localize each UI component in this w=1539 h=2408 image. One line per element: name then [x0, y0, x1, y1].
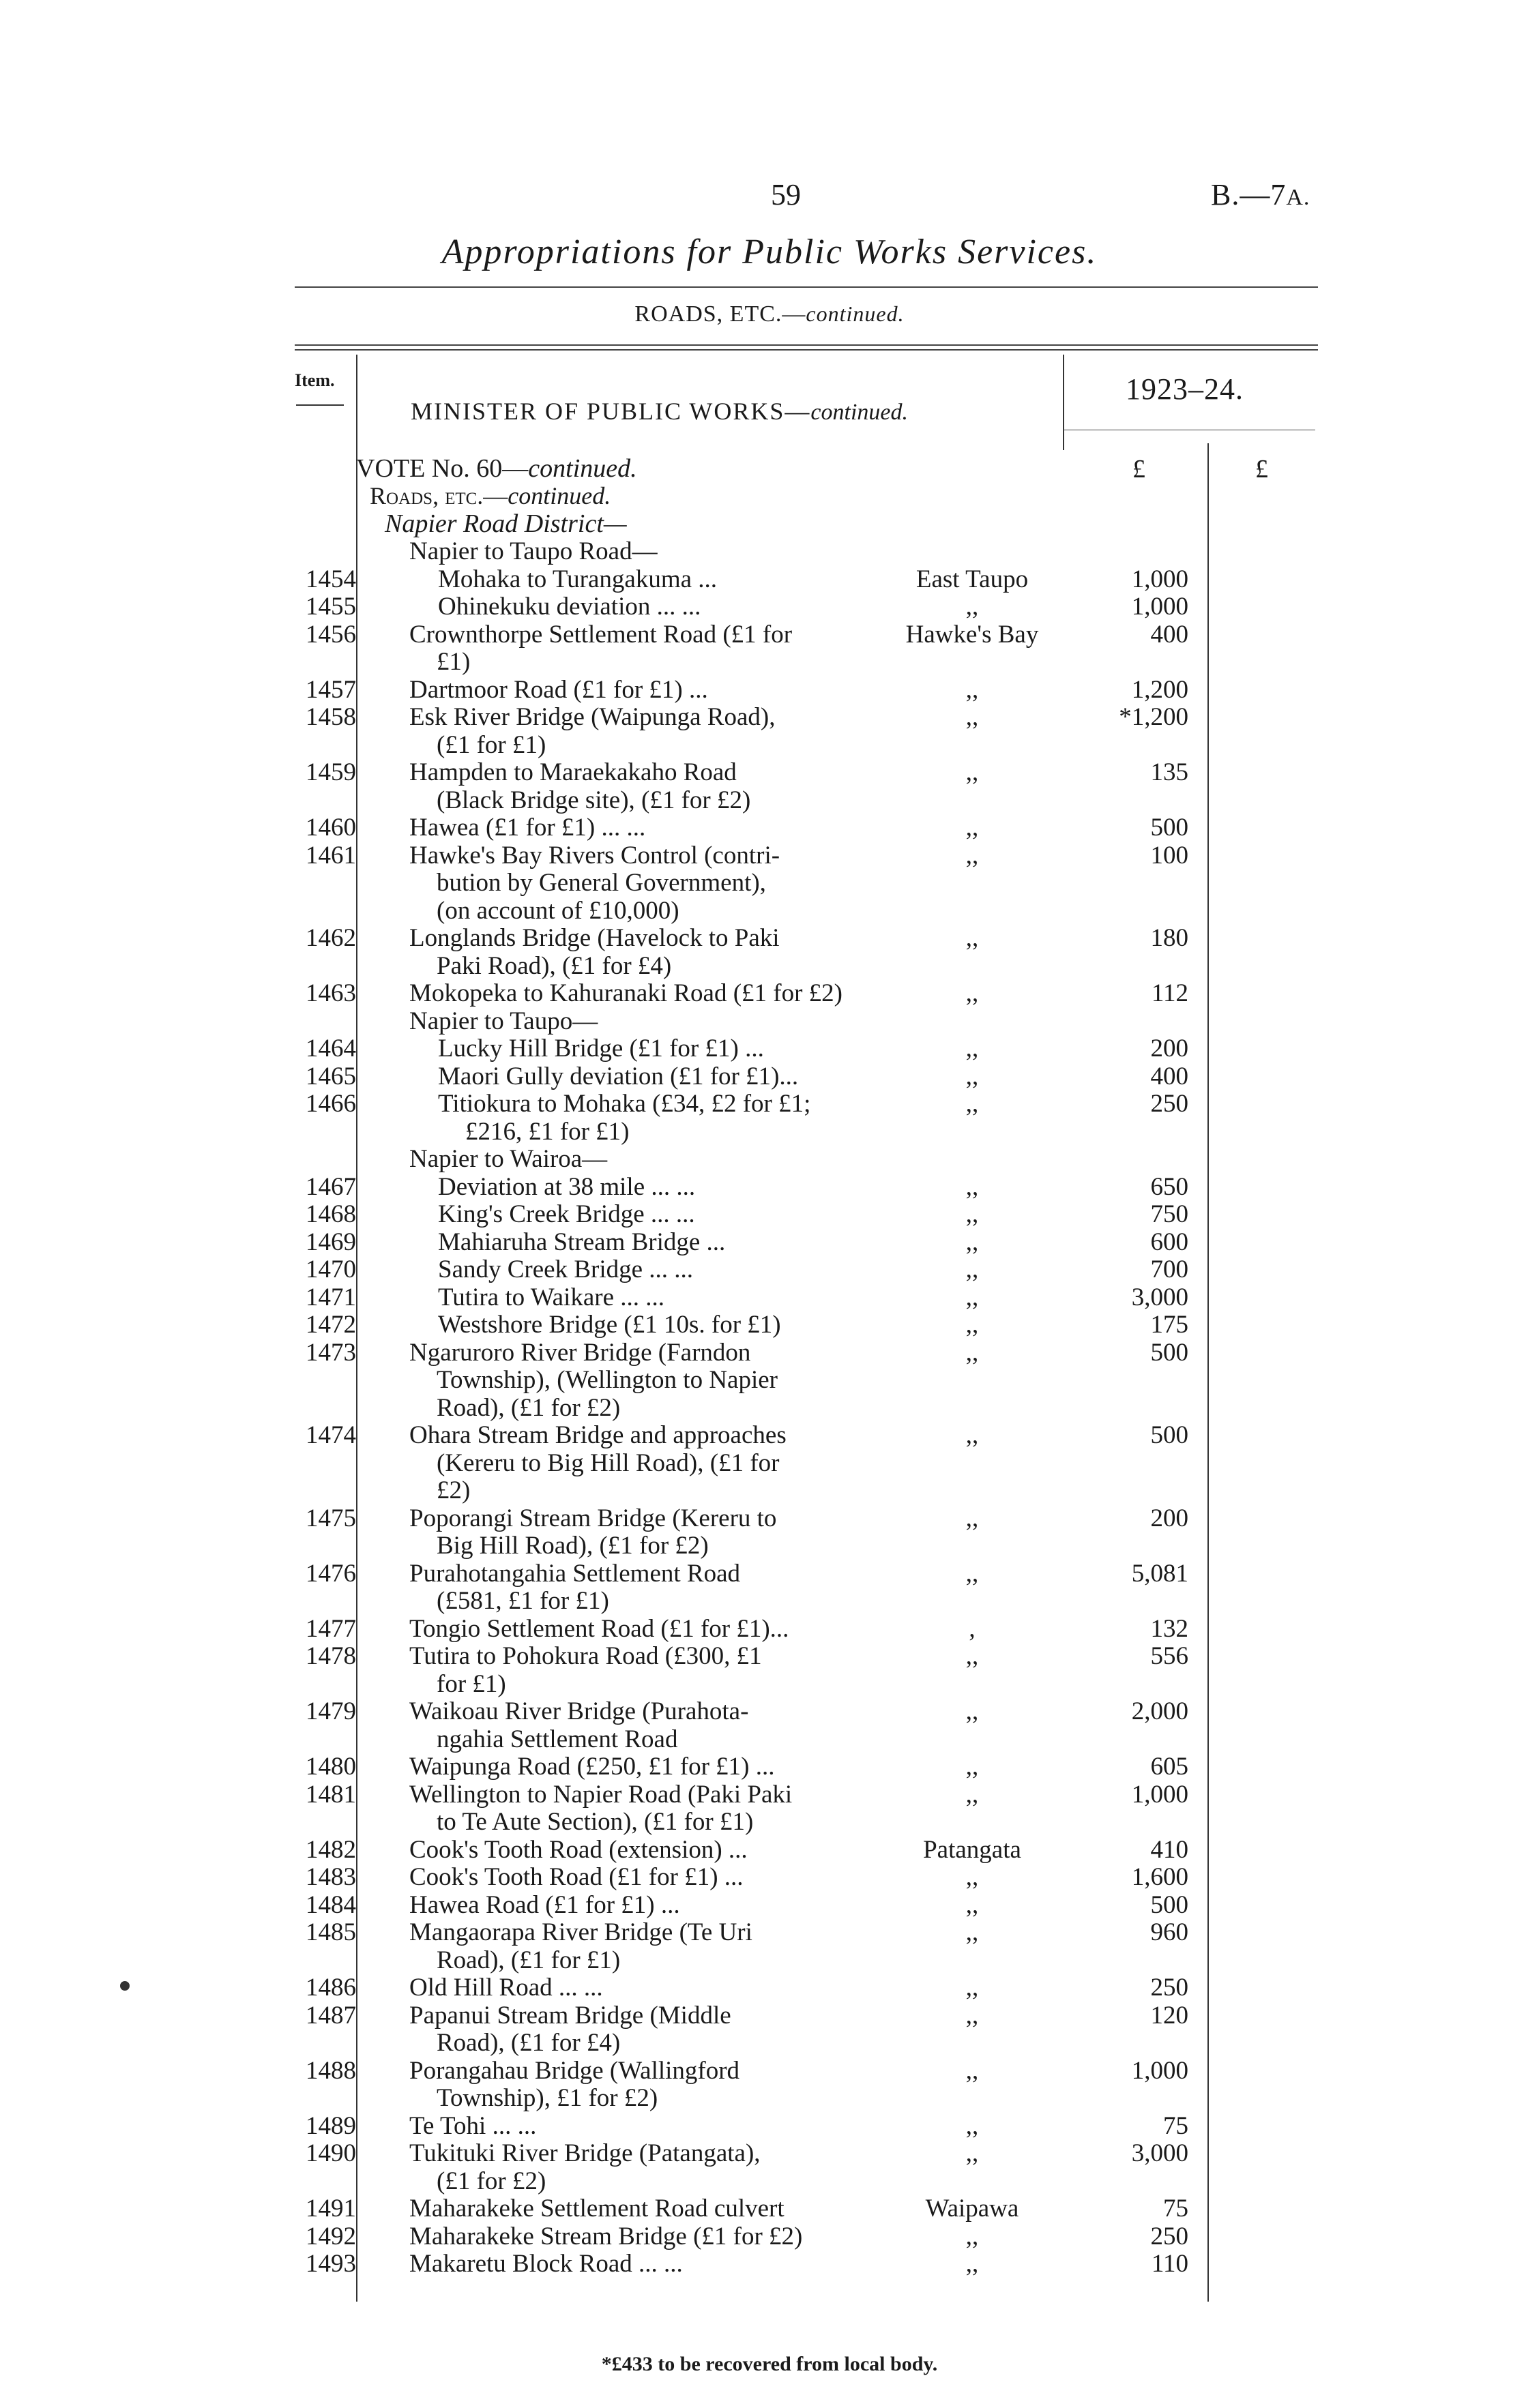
- item-description: King's Creek Bridge ... ...: [438, 1200, 695, 1228]
- item-amount: 500: [1150, 1338, 1188, 1367]
- item-description: Wellington to Napier Road (Paki Paki: [409, 1780, 793, 1809]
- item-description-continued: Road), (£1 for £1): [437, 1946, 621, 1974]
- item-amount: 500: [1150, 814, 1188, 842]
- item-amount: 132: [1150, 1614, 1188, 1643]
- item-description: Maharakeke Settlement Road culvert: [409, 2195, 785, 2223]
- item-description: Ohinekuku deviation ... ...: [438, 593, 701, 621]
- district-heading: Napier Road District—: [385, 509, 627, 538]
- item-description-continued: (£1 for £2): [437, 2167, 546, 2195]
- item-amount: 112: [1151, 979, 1188, 1007]
- item-number: 1473: [306, 1338, 356, 1367]
- item-location: ,,: [965, 2001, 979, 2030]
- item-description: Te Tohi ... ...: [409, 2111, 537, 2140]
- item-amount: 500: [1150, 1421, 1188, 1449]
- title-rule: [295, 286, 1318, 288]
- item-amount: 180: [1150, 924, 1188, 952]
- item-number: 1466: [306, 1090, 356, 1118]
- item-number: 1462: [306, 924, 356, 952]
- page-title: Appropriations for Public Works Services.: [441, 233, 1098, 271]
- item-description-continued: (Kereru to Big Hill Road), (£1 for: [437, 1448, 780, 1477]
- item-amount: 400: [1150, 620, 1188, 649]
- item-location: ,,: [965, 593, 979, 621]
- item-description-continued: Township), £1 for £2): [437, 2084, 658, 2112]
- item-amount: 600: [1150, 1228, 1188, 1256]
- item-amount: 650: [1150, 1172, 1188, 1201]
- item-description: Old Hill Road ... ...: [409, 1974, 603, 2002]
- item-description: Westshore Bridge (£1 10s. for £1): [438, 1311, 781, 1339]
- item-amount: 175: [1150, 1311, 1188, 1339]
- item-location: ,,: [965, 758, 979, 786]
- item-location: Waipawa: [925, 2195, 1019, 2223]
- item-amount: 410: [1150, 1835, 1188, 1864]
- item-description-continued: Township), (Wellington to Napier: [437, 1366, 778, 1394]
- item-location: ,,: [965, 924, 979, 952]
- item-amount: 3,000: [1131, 2139, 1188, 2167]
- item-number: 1488: [306, 2056, 356, 2085]
- item-amount: 400: [1150, 1062, 1188, 1090]
- item-description: Mokopeka to Kahuranaki Road (£1 for £2): [409, 979, 842, 1007]
- item-description-continued: ngahia Settlement Road: [437, 1725, 678, 1753]
- roads-cont: continued.: [508, 482, 611, 509]
- item-location: ,,: [965, 2139, 979, 2167]
- item-location: ,,: [965, 841, 979, 869]
- item-location: ,,: [965, 703, 979, 731]
- currency-symbol-2: £: [1255, 455, 1268, 484]
- section-rule-top: [295, 344, 1318, 346]
- item-number: 1477: [306, 1614, 356, 1643]
- item-location: ,,: [965, 1035, 979, 1062]
- item-description: Hawea Road (£1 for £1) ...: [409, 1890, 680, 1919]
- item-number: 1465: [306, 1062, 356, 1090]
- item-location: ,,: [965, 979, 979, 1007]
- item-amount: 200: [1150, 1035, 1188, 1062]
- item-number: 1480: [306, 1753, 356, 1781]
- item-number: 1482: [306, 1835, 356, 1864]
- item-description-continued: (Black Bridge site), (£1 for £2): [437, 786, 751, 814]
- item-description-continued: for £1): [437, 1669, 506, 1698]
- item-location: ,,: [965, 1200, 979, 1228]
- section-cont: continued.: [806, 301, 905, 326]
- item-description: Hawea (£1 for £1) ... ...: [409, 814, 646, 842]
- item-location: Patangata: [923, 1835, 1021, 1864]
- reference-main: B.—7: [1211, 178, 1287, 211]
- item-number: 1464: [306, 1035, 356, 1062]
- item-column-divider: [356, 355, 357, 2302]
- item-location: ,,: [965, 2250, 979, 2278]
- item-location: ,,: [965, 1863, 979, 1891]
- item-description-continued: £216, £1 for £1): [465, 1117, 630, 1146]
- item-location: ,,: [965, 1172, 979, 1201]
- section-heading: [0, 301, 1539, 327]
- item-amount: 200: [1150, 1504, 1188, 1532]
- section-main: ROADS, ETC.—: [634, 301, 806, 327]
- item-number: 1471: [306, 1283, 356, 1311]
- footnote: *£433 to be recovered from local body.: [601, 2353, 938, 2375]
- item-amount: 110: [1151, 2250, 1188, 2278]
- item-amount: 120: [1150, 2001, 1188, 2030]
- item-amount: 605: [1150, 1753, 1188, 1781]
- item-amount: 250: [1150, 1090, 1188, 1118]
- item-description: Cook's Tooth Road (extension) ...: [409, 1835, 748, 1864]
- item-number: 1481: [306, 1780, 356, 1809]
- item-description: Crownthorpe Settlement Road (£1 for: [409, 620, 793, 649]
- margin-mark: [120, 1981, 130, 1991]
- item-amount: 1,000: [1131, 593, 1188, 621]
- item-amount: 250: [1150, 1974, 1188, 2002]
- item-description: Titiokura to Mohaka (£34, £2 for £1;: [438, 1090, 811, 1118]
- item-description-continued: bution by General Government),: [437, 869, 766, 897]
- item-number: 1461: [306, 841, 356, 869]
- section-rule-bottom: [295, 349, 1318, 351]
- year-column-header: 1923–24.: [1126, 372, 1244, 406]
- item-location: ,,: [965, 1283, 979, 1311]
- item-location: ,,: [965, 1062, 979, 1090]
- item-location: ,,: [965, 2111, 979, 2140]
- item-number: 1484: [306, 1890, 356, 1919]
- page-number: 59: [771, 178, 801, 211]
- item-description: Purahotangahia Settlement Road: [409, 1559, 740, 1588]
- item-number: 1463: [306, 979, 356, 1007]
- item-amount: 250: [1150, 2222, 1188, 2250]
- item-amount: 5,081: [1131, 1559, 1188, 1588]
- item-description: Tukituki River Bridge (Patangata),: [409, 2139, 761, 2167]
- item-description: Cook's Tooth Road (£1 for £1) ...: [409, 1863, 744, 1891]
- item-location: ,,: [965, 1228, 979, 1256]
- reference-suffix: A.: [1286, 185, 1310, 210]
- item-description: Tutira to Pohokura Road (£300, £1: [409, 1642, 762, 1670]
- item-location: ,,: [965, 1421, 979, 1449]
- item-description: Porangahau Bridge (Wallingford: [409, 2056, 740, 2085]
- item-description-continued: Big Hill Road), (£1 for £2): [437, 1532, 709, 1560]
- item-number: 1478: [306, 1642, 356, 1670]
- item-number: 1475: [306, 1504, 356, 1532]
- document-reference: [1211, 177, 1310, 212]
- item-number: 1492: [306, 2222, 356, 2250]
- item-amount: *1,200: [1119, 703, 1188, 731]
- item-number: 1458: [306, 703, 356, 731]
- item-number: 1479: [306, 1697, 356, 1725]
- item-amount: 75: [1163, 2111, 1188, 2140]
- item-amount: 100: [1150, 841, 1188, 869]
- item-amount: 135: [1150, 758, 1188, 786]
- vote-cont: continued.: [528, 454, 637, 483]
- item-description-continued: £2): [437, 1476, 471, 1504]
- item-location: ,,: [965, 1255, 979, 1283]
- item-amount: 1,200: [1131, 675, 1188, 704]
- item-location: ,,: [965, 1918, 979, 1946]
- item-amount: 960: [1150, 1918, 1188, 1946]
- item-description: Lucky Hill Bridge (£1 for £1) ...: [438, 1035, 764, 1062]
- item-location: ,,: [965, 1890, 979, 1919]
- item-description-continued: (on account of £10,000): [437, 896, 679, 925]
- item-description-continued: Road), (£1 for £4): [437, 2029, 621, 2057]
- item-description: Deviation at 38 mile ... ...: [438, 1172, 696, 1201]
- item-location: ,,: [965, 1090, 979, 1118]
- item-amount: 1,000: [1131, 1780, 1188, 1809]
- item-underline: [296, 404, 344, 406]
- item-number: 1489: [306, 2111, 356, 2140]
- item-amount: 1,000: [1131, 2056, 1188, 2085]
- item-number: 1493: [306, 2250, 356, 2278]
- item-description: Longlands Bridge (Havelock to Paki: [409, 924, 780, 952]
- item-location: ,,: [965, 1338, 979, 1367]
- item-amount: 556: [1150, 1642, 1188, 1670]
- item-location: ,,: [965, 1697, 979, 1725]
- minister-heading: [411, 397, 908, 426]
- item-description: Dartmoor Road (£1 for £1) ...: [409, 675, 708, 704]
- item-number: 1486: [306, 1974, 356, 2002]
- item-description: Mohaka to Turangakuma ...: [438, 565, 718, 593]
- item-number: 1491: [306, 2195, 356, 2223]
- item-number: 1468: [306, 1200, 356, 1228]
- amount-column-divider: [1207, 443, 1209, 2302]
- item-description: Ohara Stream Bridge and approaches: [409, 1421, 787, 1449]
- item-description: Waikoau River Bridge (Purahota-: [409, 1697, 749, 1725]
- item-description: Papanui Stream Bridge (Middle: [409, 2001, 731, 2030]
- item-number: 1490: [306, 2139, 356, 2167]
- item-description: Napier to Wairoa—: [409, 1145, 608, 1173]
- currency-symbol-1: £: [1132, 455, 1145, 484]
- item-location: ,,: [965, 1642, 979, 1670]
- item-amount: 1,000: [1131, 565, 1188, 593]
- location-column-divider: [1063, 355, 1064, 450]
- item-description: Esk River Bridge (Waipunga Road),: [409, 703, 776, 731]
- item-description: Maori Gully deviation (£1 for £1)...: [438, 1062, 799, 1090]
- item-description-continued: (£1 for £1): [437, 730, 546, 759]
- item-number: 1469: [306, 1228, 356, 1256]
- item-amount: 2,000: [1131, 1697, 1188, 1725]
- item-description: Hawke's Bay Rivers Control (contri-: [409, 841, 780, 869]
- item-amount: 75: [1163, 2195, 1188, 2223]
- item-location: ,,: [965, 1753, 979, 1781]
- item-description: Napier to Taupo—: [409, 1007, 598, 1035]
- vote-main: VOTE No. 60—: [356, 454, 529, 483]
- item-location: ,,: [965, 675, 979, 704]
- item-description-continued: (£581, £1 for £1): [437, 1587, 609, 1615]
- minister-main: MINISTER OF PUBLIC WORKS—: [411, 398, 811, 425]
- item-description: Sandy Creek Bridge ... ...: [438, 1255, 694, 1283]
- item-number: 1474: [306, 1421, 356, 1449]
- item-amount: 3,000: [1131, 1283, 1188, 1311]
- item-description-continued: Road), (£1 for £2): [437, 1393, 621, 1422]
- item-location: ,,: [965, 2222, 979, 2250]
- roads-main: Roads, etc.—: [370, 482, 508, 509]
- item-location: ,,: [965, 1504, 979, 1532]
- item-description: Poporangi Stream Bridge (Kereru to: [409, 1504, 777, 1532]
- item-amount: 500: [1150, 1890, 1188, 1919]
- item-number: 1456: [306, 620, 356, 649]
- item-description-continued: to Te Aute Section), (£1 for £1): [437, 1808, 754, 1836]
- item-amount: 750: [1150, 1200, 1188, 1228]
- item-number: 1470: [306, 1255, 356, 1283]
- item-description: Maharakeke Stream Bridge (£1 for £2): [409, 2222, 803, 2250]
- item-description: Ngaruroro River Bridge (Farndon: [409, 1338, 751, 1367]
- item-number: 1487: [306, 2001, 356, 2030]
- item-column-header: Item.: [295, 370, 335, 390]
- item-number: 1457: [306, 675, 356, 704]
- item-number: 1483: [306, 1863, 356, 1891]
- item-location: ,,: [965, 814, 979, 842]
- item-number: 1467: [306, 1172, 356, 1201]
- item-number: 1485: [306, 1918, 356, 1946]
- item-description: Mahiaruha Stream Bridge ...: [438, 1228, 726, 1256]
- item-description: Hampden to Maraekakaho Road: [409, 758, 737, 786]
- item-location: Hawke's Bay: [905, 620, 1039, 649]
- item-location: ,,: [965, 1780, 979, 1809]
- item-number: 1460: [306, 814, 356, 842]
- item-number: 1472: [306, 1311, 356, 1339]
- item-location: ,,: [965, 2056, 979, 2085]
- item-number: 1459: [306, 758, 356, 786]
- item-amount: 700: [1150, 1255, 1188, 1283]
- item-description: Napier to Taupo Road—: [409, 537, 658, 565]
- item-location: ,,: [965, 1559, 979, 1588]
- item-description: Tongio Settlement Road (£1 for £1)...: [409, 1614, 789, 1643]
- item-location: East Taupo: [915, 565, 1029, 593]
- item-location: ,,: [965, 1974, 979, 2002]
- item-location: ,: [969, 1614, 976, 1643]
- item-number: 1455: [306, 593, 356, 621]
- vote-heading: [356, 454, 637, 484]
- item-description: Waipunga Road (£250, £1 for £1) ...: [409, 1753, 775, 1781]
- item-number: 1454: [306, 565, 356, 593]
- item-description: Makaretu Block Road ... ...: [409, 2250, 683, 2278]
- minister-cont: continued.: [810, 400, 908, 425]
- item-description: Tutira to Waikare ... ...: [438, 1283, 665, 1311]
- item-description-continued: £1): [437, 648, 471, 676]
- item-location: ,,: [965, 1311, 979, 1339]
- item-description-continued: Paki Road), (£1 for £4): [437, 951, 672, 980]
- item-amount: 1,600: [1131, 1863, 1188, 1891]
- item-number: 1476: [306, 1559, 356, 1588]
- roads-heading: [370, 481, 611, 510]
- item-description: Mangaorapa River Bridge (Te Uri: [409, 1918, 752, 1946]
